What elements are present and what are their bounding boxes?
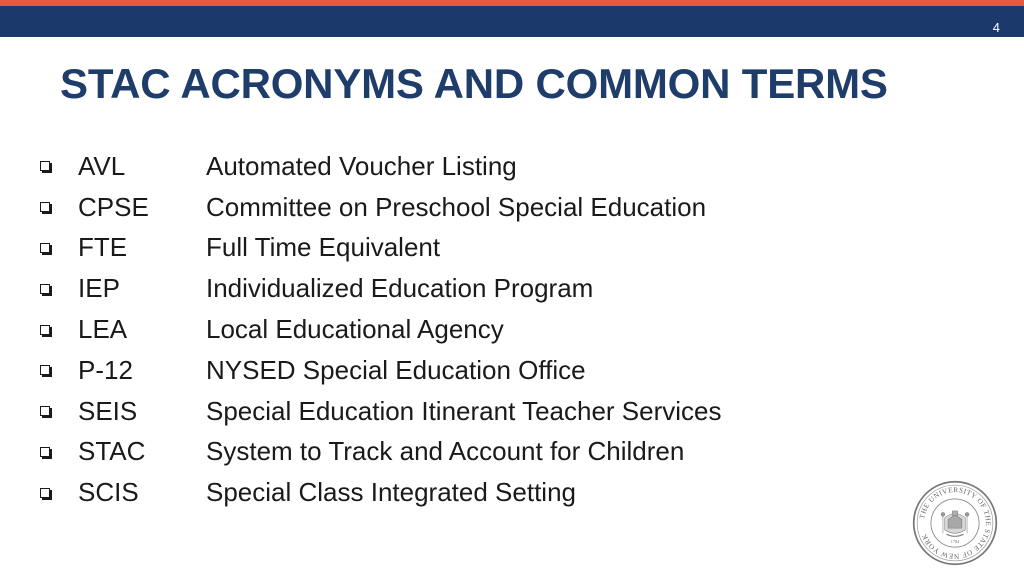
checkbox-bullet-icon [40,243,50,253]
list-item [36,187,721,228]
term-definition: Automated Voucher Listing [206,150,517,181]
checkbox-bullet-icon [40,325,50,335]
term-acronym: LEA [78,314,128,345]
checkbox-bullet-icon [40,284,50,294]
svg-text:THE UNIVERSITY OF THE STATE OF: THE UNIVERSITY OF THE STATE OF NEW YORK [918,485,993,561]
page-title: STAC ACRONYMS AND COMMON TERMS [60,60,888,107]
term-acronym: FTE [78,232,128,263]
list-item [36,472,721,513]
list-item [36,432,721,473]
page-number: 4 [992,20,1000,35]
list-item [36,268,721,309]
term-definition: Individualized Education Program [206,273,594,304]
list-item [36,146,721,187]
svg-text:1784: 1784 [950,538,960,544]
list-item [36,391,721,432]
term-definition: Local Educational Agency [206,314,504,345]
term-acronym: AVL [78,150,126,181]
list-item [36,350,721,391]
term-acronym: SEIS [78,395,138,426]
term-definition: Special Education Itinerant Teacher Services [206,395,722,426]
checkbox-bullet-icon [40,202,50,212]
term-acronym: STAC [78,436,146,467]
checkbox-bullet-icon [40,365,50,375]
checkbox-bullet-icon [40,447,50,457]
term-acronym: SCIS [78,477,139,508]
header-bar [0,6,1024,37]
term-acronym: P-12 [78,354,133,385]
terms-list [36,146,721,513]
list-item [36,309,721,350]
term-acronym: IEP [78,273,120,304]
term-definition: Full Time Equivalent [206,232,441,263]
term-definition: Committee on Preschool Special Education [206,191,707,222]
term-definition: Special Class Integrated Setting [206,477,576,508]
term-definition: NYSED Special Education Office [206,354,586,385]
list-item [36,228,721,269]
checkbox-bullet-icon [40,406,50,416]
checkbox-bullet-icon [40,161,50,171]
term-definition: System to Track and Account for Children [206,436,685,467]
state-seal-logo [912,480,998,566]
checkbox-bullet-icon [40,488,50,498]
term-acronym: CPSE [78,191,149,222]
